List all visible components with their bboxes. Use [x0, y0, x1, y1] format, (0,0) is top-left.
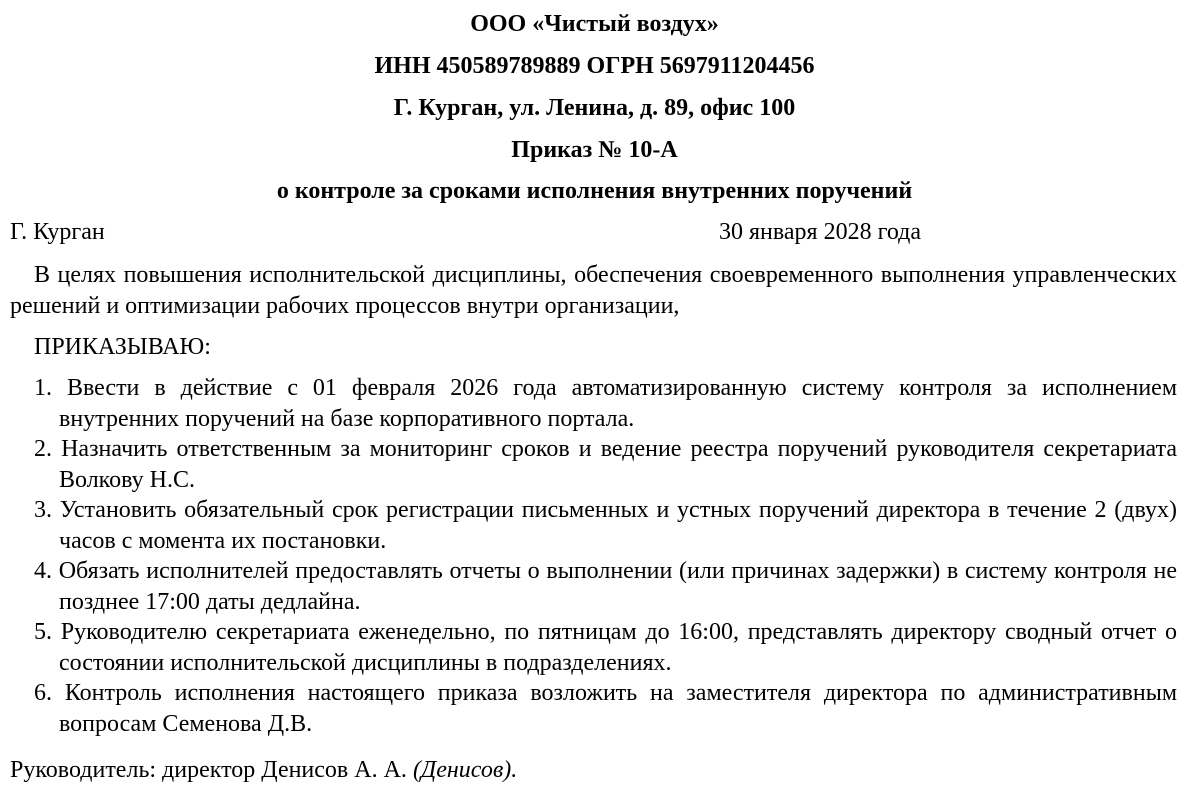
preamble-paragraph: В целях повышения исполнительской дисциплины, обеспечения своевременного выполнения управленческих решений и оптимизации рабочих процессов внутри организации,	[10, 262, 1177, 319]
order-date: 30 января 2028 года	[719, 219, 922, 245]
order-subject: о контроле за сроками исполнения внутренних поручений	[276, 178, 913, 204]
item-number: 3.	[34, 497, 52, 523]
list-item	[34, 556, 1177, 617]
signature-label: Руководитель: директор Денисов А. А.	[10, 757, 407, 783]
item-text: Контроль исполнения настоящего приказа возложить на заместителя директора по административным вопросам Семенова Д.В.	[59, 680, 1178, 737]
item-number: 5.	[34, 619, 52, 645]
item-text: Установить обязательный срок регистрации письменных и устных поручений директора в течение 2 (двух) часов с момента их постановки.	[59, 497, 1178, 554]
item-text: Обязать исполнителей предоставлять отчеты о выполнении (или причинах задержки) в систему контроля не позднее 17:00 даты дедлайна.	[58, 558, 1178, 615]
company-name: ООО «Чистый воздух»	[470, 11, 719, 37]
decree-word: ПРИКАЗЫВАЮ:	[34, 334, 211, 360]
item-number: 6.	[34, 680, 52, 706]
list-item	[34, 617, 1177, 678]
list-item	[34, 373, 1177, 434]
registration-numbers: ИНН 450589789889 ОГРН 5697911204456	[374, 53, 815, 79]
signature-line	[10, 755, 517, 785]
list-item	[34, 495, 1177, 556]
item-number: 2.	[34, 436, 52, 462]
list-item	[34, 678, 1177, 739]
item-text: Ввести в действие с 01 февраля 2026 года автоматизированную систему контроля за исполнением внутренних поручений на базе корпоративного портала.	[59, 375, 1178, 432]
item-text: Назначить ответственным за мониторинг сроков и ведение реестра поручений руководителя секретариата Волкову Н.С.	[59, 436, 1178, 493]
item-number: 4.	[34, 558, 52, 584]
handwritten-signature: (Денисов).	[412, 757, 518, 783]
item-number: 1.	[34, 375, 52, 401]
company-address: Г. Курган, ул. Ленина, д. 89, офис 100	[393, 95, 796, 121]
list-item	[34, 434, 1177, 495]
item-text: Руководителю секретариата еженедельно, по пятницам до 16:00, представлять директору сводный отчет о состоянии исполнительской дисциплины в подразделениях.	[59, 619, 1178, 676]
order-items-list	[34, 373, 1177, 739]
order-city: Г. Курган	[10, 219, 105, 245]
order-title: Приказ № 10-А	[511, 137, 678, 163]
